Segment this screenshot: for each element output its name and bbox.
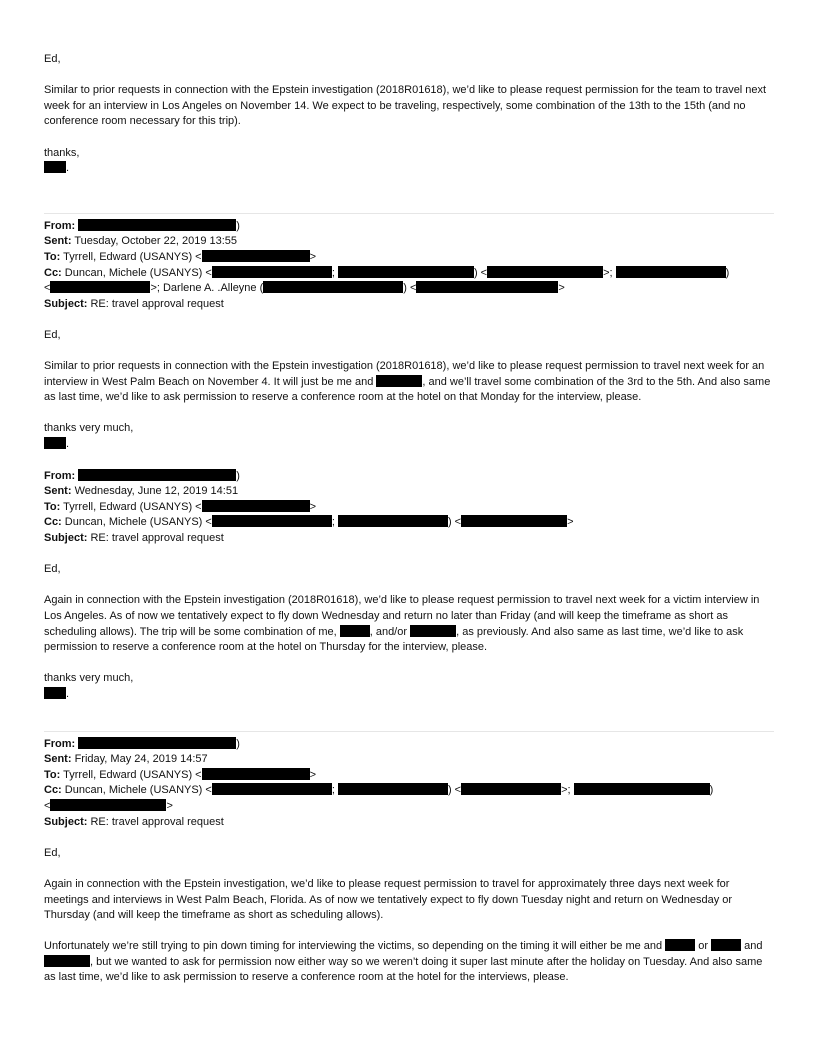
redaction-block — [44, 437, 66, 449]
redaction-block — [50, 281, 150, 293]
redaction-block — [78, 219, 236, 231]
sent-line: Sent: Tuesday, October 22, 2019 13:55 — [44, 235, 238, 248]
redaction-block — [212, 783, 332, 795]
subject-line: Subject: RE: travel approval request — [44, 297, 224, 310]
to-line: To: Tyrrell, Edward (USANYS) < > — [44, 500, 317, 513]
to-line: To: Tyrrell, Edward (USANYS) < > — [44, 768, 317, 781]
email-header — [44, 219, 774, 313]
greeting: Ed, — [44, 328, 61, 341]
redaction-block — [50, 799, 166, 811]
sent-line: Sent: Wednesday, June 12, 2019 14:51 — [44, 485, 239, 498]
redaction-block — [263, 281, 403, 293]
greeting: Ed, — [44, 846, 61, 859]
redaction-block — [665, 939, 695, 951]
redaction-block — [338, 783, 448, 795]
redaction-block — [44, 161, 66, 173]
cc-line: Cc: Duncan, Michele (USANYS) < ; ) < >; ) — [44, 784, 714, 797]
redaction-block — [340, 625, 370, 637]
redaction-block — [461, 515, 567, 527]
greeting: Ed, — [44, 53, 61, 65]
message-body-continued: Unfortunately we’re still trying to pin down timing for interviewing the victims, so depending on the timing it will either be me and or and , but we wanted to ask for permission now either way so we weren’t doing it super last minute after the holiday on Tuesday. And also same as last time, we’d like to ask permission to reserve a conference room at the hotel for the interviews, please. — [44, 940, 763, 984]
subject-line: Subject: RE: travel approval request — [44, 532, 224, 545]
redaction-block — [461, 783, 561, 795]
signature: . — [44, 437, 774, 453]
divider — [44, 213, 774, 214]
email-message-4 — [44, 737, 774, 987]
message-body: Again in connection with the Epstein investigation (2018R01618), we’d like to please request permission to travel next week for a victim interview in Los Angeles. As of now we tentatively expect to fly down Wednesday and return no later than Friday (and will keep the timeframe as short as scheduling allows). The trip will be some combination of me, , and/or , as previously. And also same as last time, we’d like to ask permission to reserve a conference room at the hotel on Thursday for the interview, please. — [44, 594, 760, 654]
email-message-1 — [44, 52, 774, 177]
email-message-2 — [44, 219, 774, 453]
sent-line: Sent: Friday, May 24, 2019 14:57 — [44, 753, 208, 766]
redaction-block — [78, 737, 236, 749]
redaction-block — [44, 955, 90, 967]
signoff: thanks very much, — [44, 672, 134, 685]
redaction-block — [338, 266, 474, 278]
cc-line: Cc: Duncan, Michele (USANYS) < ; ) < >; ) — [44, 266, 730, 279]
redaction-block — [574, 783, 710, 795]
redaction-block — [202, 250, 310, 262]
subject-line: Subject: RE: travel approval request — [44, 815, 224, 828]
redaction-block — [44, 687, 66, 699]
signature: . — [44, 161, 774, 177]
cc-line-continued: < >; Darlene A. .Alleyne ( ) < > — [44, 282, 565, 295]
redaction-block — [212, 266, 332, 278]
signoff: thanks, — [44, 146, 80, 159]
signoff: thanks very much, — [44, 422, 134, 435]
cc-line-continued: < > — [44, 799, 173, 812]
from-line: From: ) — [44, 219, 240, 232]
redaction-block — [78, 469, 236, 481]
email-thread — [44, 52, 774, 986]
redaction-block — [338, 515, 448, 527]
redaction-block — [711, 939, 741, 951]
divider — [44, 731, 774, 732]
email-message-3 — [44, 469, 774, 703]
redaction-block — [376, 375, 422, 387]
redaction-block — [202, 768, 310, 780]
message-body: Similar to prior requests in connection with the Epstein investigation (2018R01618), we’d like to please request permission for the team to travel next week for an interview in Los Angeles on November 14. We expect to be traveling, respectively, some combination of the 13th to the 15th (and no conference room necessary for this trip). — [44, 84, 767, 128]
redaction-block — [487, 266, 603, 278]
from-line: From: ) — [44, 469, 240, 482]
redaction-block — [202, 500, 310, 512]
from-line: From: ) — [44, 737, 240, 750]
signature: . — [44, 687, 774, 703]
redaction-block — [212, 515, 332, 527]
to-line: To: Tyrrell, Edward (USANYS) < > — [44, 250, 317, 263]
email-header — [44, 737, 774, 831]
message-body: Similar to prior requests in connection with the Epstein investigation (2018R01618), we’d like to please request permission to travel next week for an interview in West Palm Beach on November 4. It will just be me and , and we’ll travel some combination of the 3rd to the 5th. And also same as last time, we’d like to ask permission to reserve a conference room at the hotel on that Monday for the interview, please. — [44, 360, 771, 404]
cc-line: Cc: Duncan, Michele (USANYS) < ; ) < > — [44, 516, 574, 529]
redaction-block — [616, 266, 726, 278]
greeting: Ed, — [44, 563, 61, 576]
email-header — [44, 469, 774, 547]
message-body: Again in connection with the Epstein investigation, we’d like to please request permission to travel for approximately three days next week for meetings and interviews in West Palm Beach, Florida. As of now we tentatively expect to fly down Tuesday night and return on Wednesday or Thursday (and will keep the timeframe as short as scheduling allows). — [44, 877, 733, 922]
redaction-block — [416, 281, 558, 293]
redaction-block — [410, 625, 456, 637]
